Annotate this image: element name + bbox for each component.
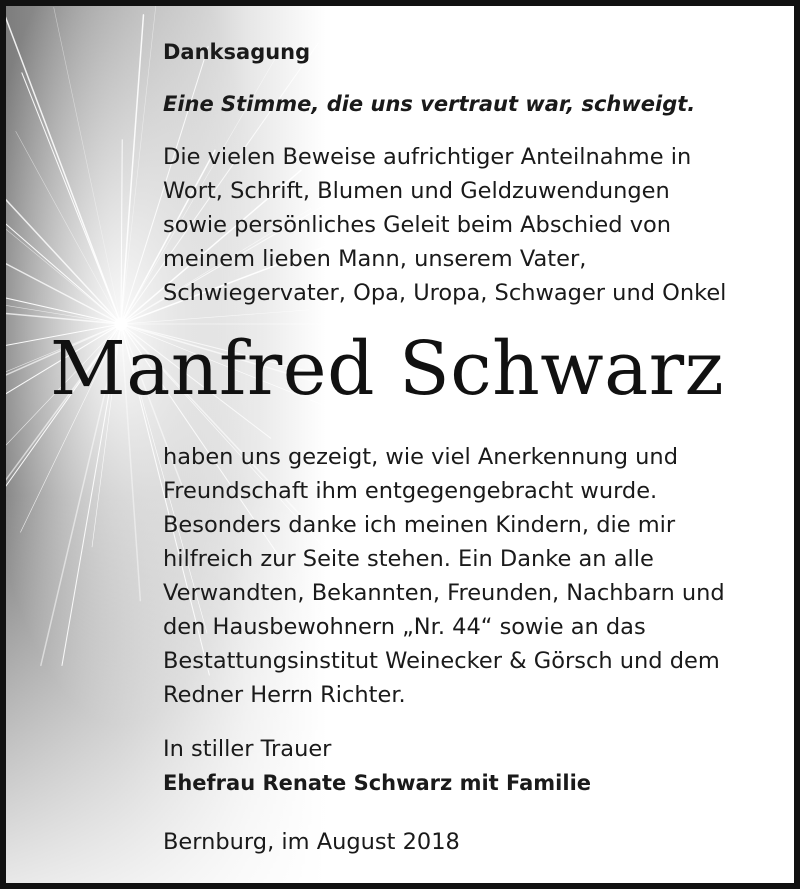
body-line: Redner Herrn Richter. [163,682,406,708]
body-line: haben uns gezeigt, wie viel Anerkennung und [163,444,678,470]
intro-line: Schwiegervater, Opa, Uropa, Schwager und Onkel [163,280,727,306]
place-date: Bernburg, im August 2018 [163,829,460,855]
body-paragraph [163,440,725,712]
intro-line: sowie persönliches Geleit beim Abschied von [163,212,672,238]
body-line: Besonders danke ich meinen Kindern, die mir [163,512,676,538]
intro-paragraph [163,140,726,310]
body-line: Verwandten, Bekannten, Freunden, Nachbarn und [163,580,725,606]
subheading: Eine Stimme, die uns vertraut war, schweigt. [163,92,696,116]
intro-line: Wort, Schrift, Blumen und Geldzuwendungen [163,178,670,204]
body-line: hilfreich zur Seite stehen. Ein Danke an alle [163,546,654,572]
deceased-name: Manfred Schwarz [50,326,725,412]
intro-line: meinem lieben Mann, unserem Vater, [163,246,587,272]
body-line: den Hausbewohnern „Nr. 44“ sowie an das [163,614,646,640]
intro-line: Die vielen Beweise aufrichtiger Anteilnahme in [163,144,692,170]
body-line: Bestattungsinstitut Weinecker & Görsch und dem [163,648,720,674]
closing-phrase: In stiller Trauer [163,736,332,762]
heading: Danksagung [163,40,311,64]
signature: Ehefrau Renate Schwarz mit Familie [163,771,592,795]
body-line: Freundschaft ihm entgegengebracht wurde. [163,478,658,504]
